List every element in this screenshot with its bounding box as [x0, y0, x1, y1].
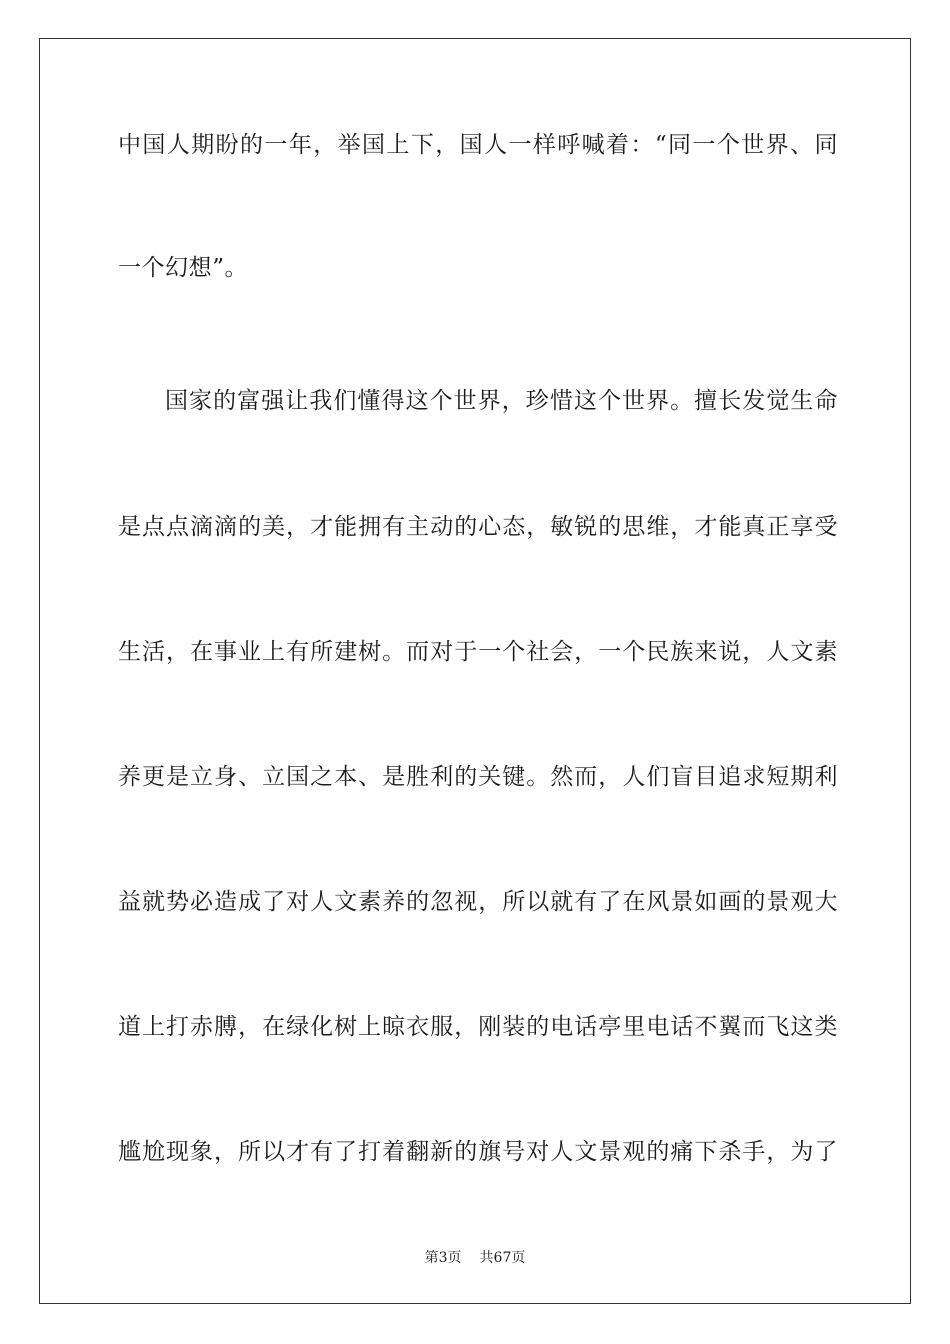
text-line: 尴尬现象，所以才有了打着翻新的旗号对人文景观的痛下杀手，为了: [118, 1139, 838, 1165]
text-line: 中国人期盼的一年，举国上下，国人一样呼喊着：“同一个世界、同: [118, 132, 838, 158]
text-line: 是点点滴滴的美，才能拥有主动的心态，敏锐的思维，才能真正享受: [118, 514, 838, 540]
page-total: 共67页: [479, 1250, 526, 1266]
text-line: 一个幻想”。: [118, 255, 249, 281]
text-line: 道上打赤膊，在绿化树上晾衣服，刚装的电话亭里电话不翼而飞这类: [118, 1014, 838, 1040]
text-line: 生活，在事业上有所建树。而对于一个社会，一个民族来说，人文素: [118, 639, 838, 665]
page-number: 第3页: [424, 1250, 462, 1266]
text-line: 养更是立身、立国之本、是胜利的关键。然而，人们盲目追求短期利: [118, 764, 838, 790]
text-line: 国家的富强让我们懂得这个世界，珍惜这个世界。擅长发觉生命: [165, 388, 838, 414]
text-line: 益就势必造成了对人文素养的忽视，所以就有了在风景如画的景观大: [118, 889, 838, 915]
page-footer: [0, 1248, 950, 1268]
